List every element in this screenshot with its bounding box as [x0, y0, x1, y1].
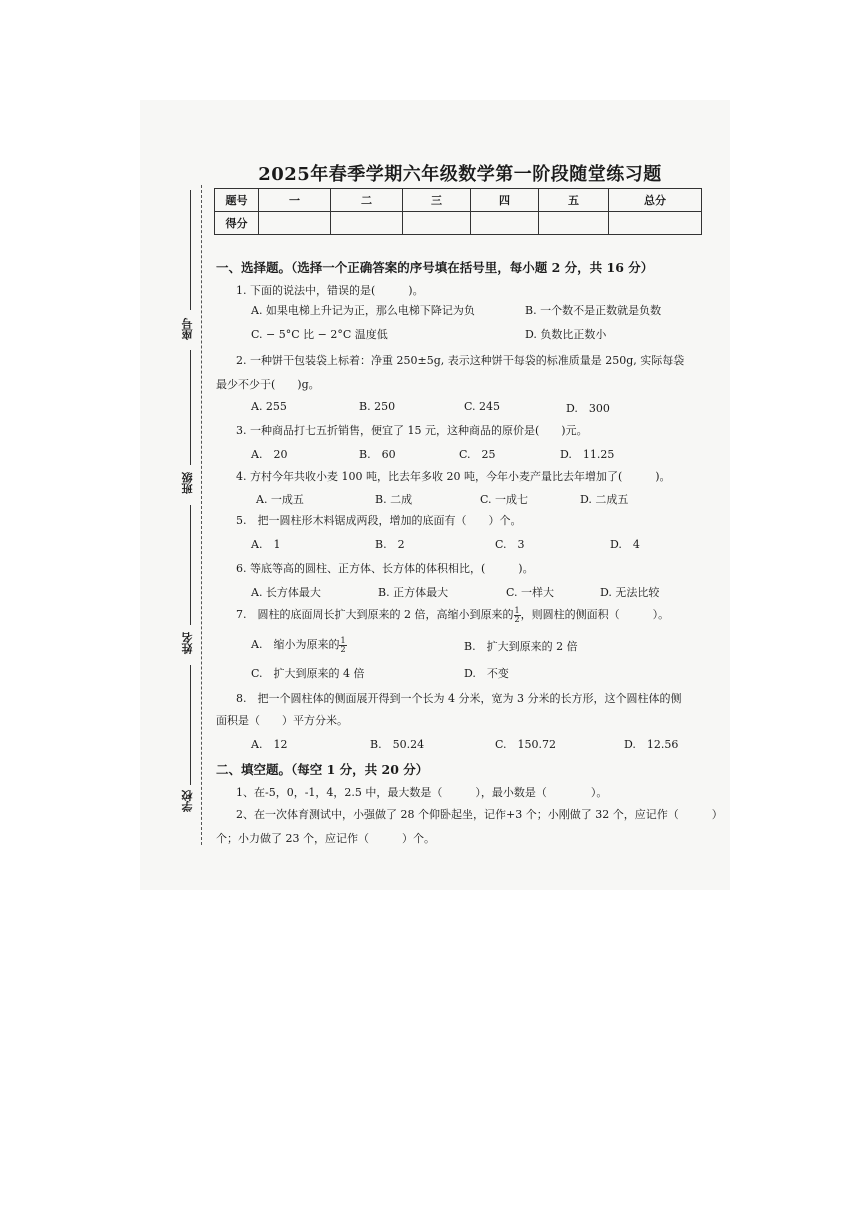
table-row — [215, 212, 702, 235]
fraction-numerator: 1 — [340, 635, 346, 645]
q5-option-d: D. 4 — [610, 538, 640, 551]
q2-option-b: B. 250 — [359, 400, 396, 413]
score-header-cell: 一 — [259, 189, 331, 212]
q7-stem — [236, 606, 669, 624]
fill-q2-cont: 个；小力做了 23 个，应记作（ ）个。 — [216, 832, 435, 845]
score-cell[interactable] — [609, 212, 702, 235]
q3-option-d: D. 11.25 — [560, 448, 615, 461]
class-label: 班级 — [181, 472, 194, 494]
q8-option-c: C. 150.72 — [495, 738, 557, 751]
name-label: 姓名 — [181, 632, 194, 654]
score-header-cell: 三 — [403, 189, 471, 212]
q8-stem: 8. 把一个圆柱体的侧面展开得到一个长为 4 分米，宽为 3 分米的长方形，这个圆柱体的侧 — [236, 692, 682, 705]
score-cell[interactable] — [403, 212, 471, 235]
q3-option-b: B. 60 — [359, 448, 396, 461]
q6-option-a: A. 长方体最大 — [251, 586, 321, 599]
q2-option-a: A. 255 — [251, 400, 287, 413]
q6-stem: 6. 等底等高的圆柱、正方体、长方体的体积相比，( )。 — [236, 562, 534, 575]
q7-option-b: B. 扩大到原来的 2 倍 — [464, 640, 578, 653]
section2-heading: 二、填空题。（每空 1 分，共 20 分） — [216, 762, 429, 777]
q2-option-c: C. 245 — [464, 400, 501, 413]
q5-option-b: B. 2 — [375, 538, 405, 551]
score-cell[interactable] — [259, 212, 331, 235]
q7-option-a — [251, 636, 347, 654]
q7-option-c: C. 扩大到原来的 4 倍 — [251, 667, 365, 680]
q8-stem-cont: 面积是（ ）平方分米。 — [216, 714, 348, 727]
name-blank — [190, 505, 191, 625]
q1-option-d: D. 负数比正数小 — [525, 328, 607, 341]
school-blank — [190, 665, 191, 785]
q7-fraction — [514, 607, 521, 624]
q6-option-d: D. 无法比较 — [600, 586, 660, 599]
q5-stem: 5. 把一圆柱形木料锯成两段，增加的底面有（ ）个。 — [236, 514, 522, 527]
q7-stem-post: ，则圆柱的侧面积（ ）。 — [520, 608, 670, 621]
score-cell[interactable] — [331, 212, 403, 235]
class-blank — [190, 350, 191, 465]
q8-option-b: B. 50.24 — [370, 738, 425, 751]
q2-stem: 2. 一种饼干包装袋上标着：净重 250±5g, 表示这种饼干每袋的标准质量是 250g, 实际每袋 — [236, 354, 685, 367]
score-header-cell: 总分 — [609, 189, 702, 212]
q1-stem: 1. 下面的说法中，错误的是( )。 — [236, 284, 424, 297]
q6-option-c: C. 一样大 — [506, 586, 555, 599]
q2-stem-cont: 最少不少于( )g。 — [216, 378, 320, 391]
score-header-cell: 题号 — [215, 189, 259, 212]
q7-option-a-fraction — [339, 637, 346, 654]
q4-option-a: A. 一成五 — [256, 493, 304, 506]
q5-option-a: A. 1 — [251, 538, 281, 551]
q3-option-c: C. 25 — [459, 448, 496, 461]
q4-stem: 4. 方村今年共收小麦 100 吨，比去年多收 20 吨，今年小麦产量比去年增加了( )。 — [236, 470, 671, 483]
score-header-cell: 二 — [331, 189, 403, 212]
q1-option-b: B. 一个数不是正数就是负数 — [525, 304, 662, 317]
fraction-denominator: 2 — [514, 614, 520, 624]
q3-stem: 3. 一种商品打七五折销售，便宜了 15 元，这种商品的原价是( )元。 — [236, 424, 588, 437]
fraction-numerator: 1 — [514, 605, 520, 615]
section1-heading: 一、选择题。（选择一个正确答案的序号填在括号里，每小题 2 分，共 16 分） — [216, 260, 654, 275]
score-header-cell: 四 — [471, 189, 539, 212]
fraction-denominator: 2 — [340, 644, 346, 654]
fill-q2: 2、在一次体育测试中，小强做了 28 个仰卧起坐，记作+3 个；小刚做了 32 个，应记作（ ） — [236, 808, 723, 821]
score-row-label: 得分 — [215, 212, 259, 235]
q8-option-d: D. 12.56 — [624, 738, 679, 751]
q1-option-c: C. − 5°C 比 − 2°C 温度低 — [251, 328, 388, 341]
q4-option-d: D. 二成五 — [580, 493, 629, 506]
score-header-cell: 五 — [539, 189, 609, 212]
seat-blank — [190, 190, 191, 310]
school-label: 学校 — [181, 790, 194, 812]
q7-option-d: D. 不变 — [464, 667, 509, 680]
q7-option-a-text: A. 缩小为原来的 — [251, 638, 340, 651]
seat-label: 座号 — [181, 318, 194, 340]
score-cell[interactable] — [539, 212, 609, 235]
score-table — [214, 188, 702, 235]
q2-option-d: D. 300 — [566, 402, 610, 415]
q1-option-a: A. 如果电梯上升记为正，那么电梯下降记为负 — [251, 304, 475, 317]
fill-q1: 1、在-5，0，-1，4，2.5 中，最大数是（ ），最小数是（ ）。 — [236, 786, 608, 799]
q8-option-a: A. 12 — [251, 738, 288, 751]
score-cell[interactable] — [471, 212, 539, 235]
binding-dashed-line — [201, 185, 202, 845]
q7-stem-pre: 7. 圆柱的底面周长扩大到原来的 2 倍，高缩小到原来的 — [236, 608, 514, 621]
page-title: 2025年春季学期六年级数学第一阶段随堂练习题 — [258, 164, 662, 185]
q6-option-b: B. 正方体最大 — [378, 586, 449, 599]
q4-option-b: B. 二成 — [375, 493, 413, 506]
q5-option-c: C. 3 — [495, 538, 525, 551]
table-row — [215, 189, 702, 212]
q4-option-c: C. 一成七 — [480, 493, 529, 506]
q3-option-a: A. 20 — [251, 448, 288, 461]
